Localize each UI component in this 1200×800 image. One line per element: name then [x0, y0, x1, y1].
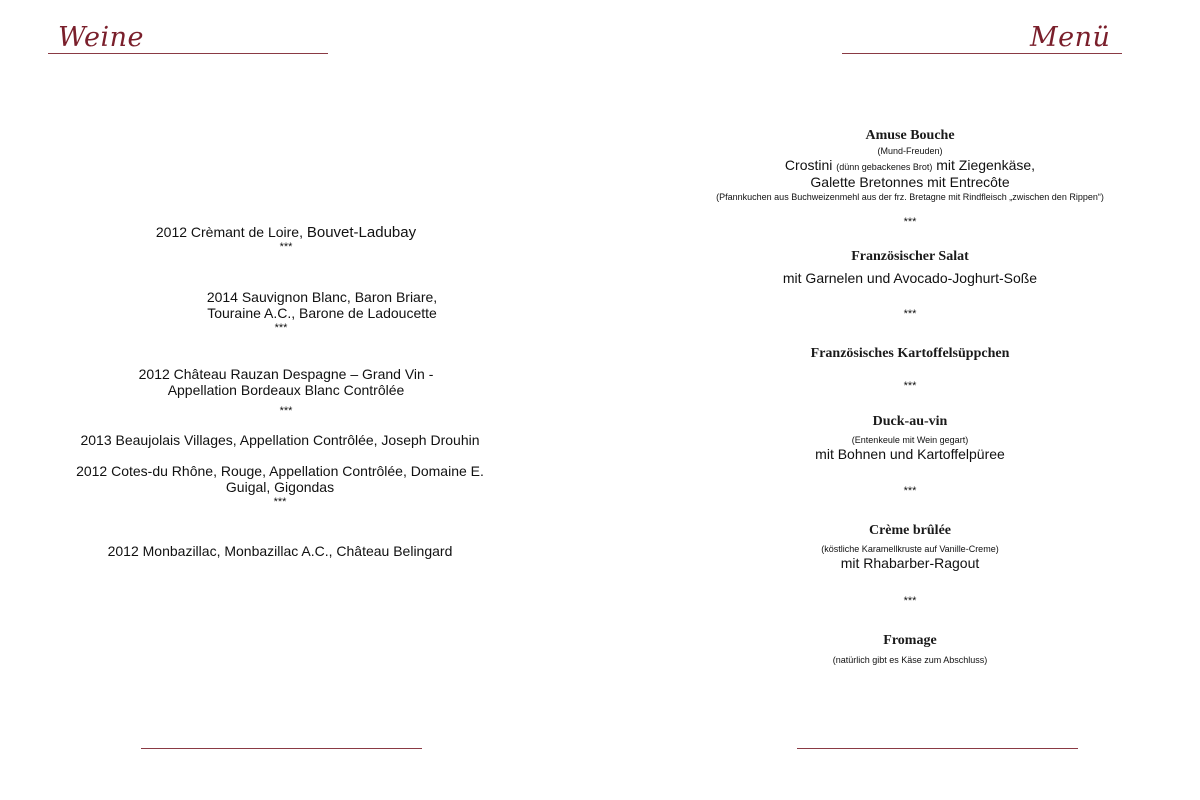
- title-underline-right: [842, 53, 1122, 54]
- footer-line-right: [797, 748, 1078, 749]
- course-duck-au-vin: [690, 413, 1130, 463]
- course-6-name: Fromage: [883, 633, 937, 648]
- course-5-name: Crème brûlée: [868, 523, 952, 538]
- wine-list-title: Weine: [58, 22, 145, 53]
- course-3-separator: ***: [903, 380, 917, 392]
- wine-3-line2: Appellation Bordeaux Blanc Contrôlée: [167, 382, 405, 398]
- wine-entry-4: [60, 432, 500, 448]
- wine-3-separator: ***: [279, 405, 293, 417]
- wine-5-line1: 2012 Cotes-du Rhône, Rouge, Appellation Contrôlée, Domaine E.: [76, 463, 484, 479]
- course-salat: [690, 248, 1130, 287]
- course-3-name: Französisches Kartoffelsüppchen: [810, 346, 1010, 361]
- course-2-name: Französischer Salat: [851, 249, 969, 264]
- course-1-note: (Mund-Freuden): [877, 146, 943, 156]
- course-4-note: (Entenkeule mit Wein gegart): [851, 435, 969, 445]
- course-4-dish: mit Bohnen und Kartoffelpüree: [815, 446, 1005, 462]
- menu-title: Menü: [1030, 22, 1111, 53]
- wine-entry-5: [60, 463, 500, 495]
- course-1-dish-b: mit Ziegenkäse,: [932, 157, 1036, 173]
- wine-2-line1: 2014 Sauvignon Blanc, Baron Briare,: [206, 289, 438, 305]
- course-5-note: (köstliche Karamellkruste auf Vanille-Creme): [821, 544, 999, 554]
- title-underline-left: [48, 53, 328, 54]
- course-6-note: (natürlich gibt es Käse zum Abschluss): [832, 655, 988, 665]
- course-2-dish: mit Garnelen und Avocado-Joghurt-Soße: [782, 270, 1038, 286]
- course-4-name: Duck-au-vin: [872, 414, 948, 429]
- wine-entry-2: [152, 289, 492, 321]
- course-1-dish-line2: Galette Bretonnes mit Entrecôte: [810, 174, 1010, 190]
- wine-entry-6: [60, 543, 500, 559]
- wine-2-line2: Touraine A.C., Barone de Ladoucette: [207, 305, 437, 321]
- wine-1-text: 2012 Crèmant de Loire,: [155, 224, 307, 240]
- course-2-separator: ***: [903, 308, 917, 320]
- wine-entry-1: [80, 224, 492, 241]
- wine-2-separator: ***: [274, 322, 288, 334]
- course-1-dish-small: (dünn gebackenes Brot): [836, 162, 933, 172]
- course-1-separator: ***: [903, 216, 917, 228]
- course-1-note2: (Pfannkuchen aus Buchweizenmehl aus der frz. Bretagne mit Rindfleisch „zwischen den Rippen“): [716, 192, 1104, 202]
- course-creme-brulee: [690, 522, 1130, 572]
- wine-entry-3: [80, 366, 492, 398]
- wine-4-line1: 2013 Beaujolais Villages, Appellation Contrôlée, Joseph Drouhin: [80, 432, 480, 448]
- wine-1-producer: Bouvet-Ladubay: [306, 224, 417, 241]
- wine-1-separator: ***: [279, 241, 293, 253]
- wine-5-line2: Guigal, Gigondas: [225, 479, 335, 495]
- course-amuse-bouche: [690, 127, 1130, 203]
- course-5-dish: mit Rhabarber-Ragout: [840, 555, 980, 571]
- course-1-dish-line1: [690, 157, 1130, 174]
- course-fromage: [690, 632, 1130, 666]
- wine-3-line1: 2012 Château Rauzan Despagne – Grand Vin -: [138, 366, 434, 382]
- wine-6-line1: 2012 Monbazillac, Monbazillac A.C., Château Belingard: [107, 543, 453, 559]
- course-kartoffelsueppchen: [690, 345, 1130, 363]
- course-5-separator: ***: [903, 595, 917, 607]
- course-1-dish-a: Crostini: [784, 157, 837, 173]
- course-1-name: Amuse Bouche: [865, 128, 955, 143]
- footer-line-left: [141, 748, 422, 749]
- wine-5-separator: ***: [273, 496, 287, 508]
- course-4-separator: ***: [903, 485, 917, 497]
